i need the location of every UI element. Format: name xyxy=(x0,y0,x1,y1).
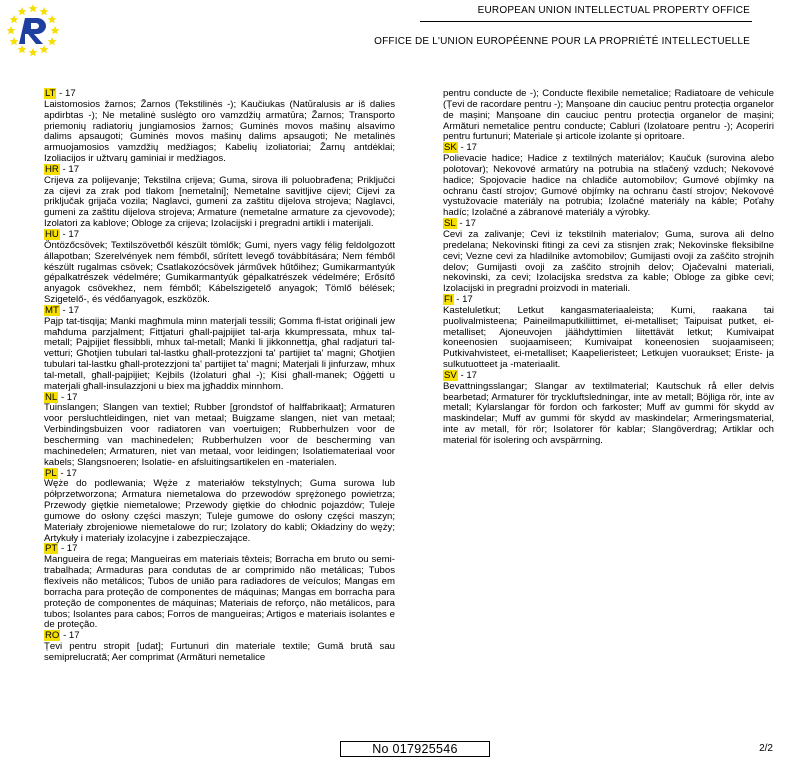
language-code: SV xyxy=(444,369,457,381)
class-number: - 17 xyxy=(456,294,473,306)
goods-description: Laistomosios žarnos; Žarnos (Tekstilinės -); Kaučiukas (Natūralusis ar iš dalies apdirbtas -); Ne metalinė suslėgto oro vamzdžių armatūra; Žarnos; Transporto priemonių radiatorių jungiamosios žarnos; Guminės movos mašinų alsavimo dalims apsaugoti; Guminės movos mašinų dalims apsaugoti; Ne metalinės armuojamosios vamzdžių medžiagos; Kabelių izoliatoriai; Žarnų antdėklai; Izoliacijos ir užtvarų gaminiai ir medžiagos. xyxy=(44,98,395,165)
language-entry xyxy=(44,631,395,664)
class-number: - 17 xyxy=(62,304,80,316)
document-number: No 017925546 xyxy=(340,741,490,757)
language-entry xyxy=(44,393,395,469)
language-entry xyxy=(443,295,774,371)
euipo-logo xyxy=(2,2,64,58)
class-number: - 17 xyxy=(59,88,76,99)
language-code: FI xyxy=(444,294,453,306)
language-code: MT xyxy=(45,304,59,316)
language-entry xyxy=(44,544,395,631)
goods-description: Țevi pentru stropit [udat]; Furtunuri din materiale textile; Gumă brută sau semiprelucrată; Aer comprimat (Armături nemetalice xyxy=(44,641,395,663)
goods-description: Crijeva za polijevanje; Tekstilna crijeva; Guma, sirova ili poluobrađena; Priključci za cijevi za zrak pod tlakom [nemetalni]; Nemetalne savitljive cijevi; Cijevi za priključak grijača vozila; Naglavci, gumeni za zaštitu dijelova strojeva; Naglavci, gumeni za zaštitu dijelova strojeva; Armature (nemetalne armature za cjevovode); Izolatori za kablove; Obloge za crijeva; Izolacijski i pregradni artikli i materijali. xyxy=(44,174,395,230)
right-column xyxy=(443,89,774,447)
goods-description: Mangueira de rega; Mangueiras em materiais têxteis; Borracha em bruto ou semi-trabalhada; Armaduras para condutas de ar comprimido não metálicas; Tubos flexíveis não metálicos; Tubos de união para radiadores de veículos; Mangas em borracha para proteção de componentes de máquinas; Mangas em borracha para proteção de componentes de máquinas; Materiais de reforço, não metálicos, para tubos; Isolantes para cabos; Forros de mangueiras; Artigos e materiais isolantes e de proteção. xyxy=(44,554,395,631)
euipo-r-icon xyxy=(19,18,46,44)
goods-description: Bevattningsslangar; Slangar av textilmaterial; Kautschuk rå eller delvis bearbetad; Armaturer för tryckluftsledningar, inte av metall; Böjliga rör, inte av metall; Kylarslangar för fordon och farkoster; Muff av gummi för skydd av maskindelar; Muff av gummi för skydd av maskindelar; Armeringsmaterial, inte av metall, för rör; Isolatorer för kablar; Slangöverdrag; Artiklar och material för isolering och avspärrning. xyxy=(443,380,774,446)
language-code: SK xyxy=(444,142,457,154)
language-entry xyxy=(443,371,774,447)
header-divider xyxy=(420,21,752,22)
class-number: - 17 xyxy=(60,467,77,479)
left-column xyxy=(44,89,395,664)
language-entry xyxy=(44,469,395,545)
language-code: LT xyxy=(45,88,56,99)
goods-description: Polievacie hadice; Hadice z textilných materiálov; Kaučuk (surovina alebo polotovar); Nekovové armatúry na potrubia na stlačený vzduch; Nekovové hadice; Spojovacie hadice na chladiče automobilov; Gumové objímky na ochranu častí strojov; Gumové objímky na ochranu častí strojov; Nekovové vystužovacie materiály na potrubia; Izolačné materiály na káble; Poťahy hadíc; Izolačné a zábranové materiály a výrobky. xyxy=(443,153,774,219)
language-code: SL xyxy=(444,218,456,230)
goods-description: Öntözőcsövek; Textilszövetből készült tömlők; Gumi, nyers vagy félig feldolgozott állapotban; Szerelvények nem fémből, sűrített levegő továbbítására; Nem fémből készült rugalmas csövek; Csatlakozócsövek járművek hűtőihez; Gumikarmantyúk gépalkatrészek védelmére; Gumikarmantyúk gépalkatrészek védelmére; Erősítő anyagok csövekhez, nem fémből; Kábelszigetelő anyagok; Tömlő bélések; Szigetelő-, és védőanyagok, eszközök. xyxy=(44,239,395,306)
class-number: - 17 xyxy=(459,218,476,230)
goods-description: Kasteluletkut; Letkut kangasmateriaaleista; Kumi, raakana tai puolivalmisteena; Paineilmaputkiliittimet, ei-metalliset; Taipuisat putket, ei-metalliset; Ajoneuvojen jäähdyttimien liitettävät letkut; Kumivaipat koneenosien suojaamiseen; Kumivaipat koneenosien suojaamiseen; Putkivahvisteet, ei-metalliset; Kaapelieristeet; Letkujen vuoraukset; Eriste- ja sulkutuotteet ja -materiaalit. xyxy=(443,304,774,371)
class-number: - 17 xyxy=(60,543,78,555)
office-name-fr: OFFICE DE L'UNION EUROPÉENNE POUR LA PROPRIÉTÉ INTELLECTUELLE xyxy=(374,36,750,47)
page-number: 2/2 xyxy=(759,743,773,754)
language-entry xyxy=(44,89,395,165)
class-number: - 17 xyxy=(62,163,80,175)
goods-description: Węże do podlewania; Węże z materiałów tekstylnych; Guma surowa lub półprzetworzona; Armatura niemetalowa do przewodów sprężonego powietrza; Przewody giętkie niemetalowe; Przewody giętkie do chłodnic pojazdów; Tuleje gumowe do osłony części maszyn; Tuleje gumowe do osłony części maszyn; Materiały zbrojeniowe niemetalowe do rur; Izolatory do kabli; Okładziny do węży; Artykuły i materiały izolacyjne i zabezpieczające. xyxy=(44,478,395,544)
language-entry xyxy=(44,230,395,306)
language-code: NL xyxy=(45,391,58,403)
language-code: PT xyxy=(45,543,58,555)
office-name-en: EUROPEAN UNION INTELLECTUAL PROPERTY OFFICE xyxy=(477,5,750,16)
language-code: HU xyxy=(45,228,59,240)
goods-description: Tuinslangen; Slangen van textiel; Rubber [grondstof of halffabrikaat]; Armaturen voor persluchtleidingen, niet van metaal; Buigzame slangen, niet van metaal; Verbindingsbuizen voor radiatoren van voertuigen; Rubberhulzen voor de bescherming van machinedelen; Rubberhulzen voor de bescherming van machinedelen; Armaturen, niet van metaal, voor leidingen; Isolatiemateriaal voor kabels; Slangsnoeren; Isolatie- en afsluitingsartikelen en -materialen. xyxy=(44,402,395,468)
class-number: - 17 xyxy=(60,391,78,403)
class-number: - 17 xyxy=(460,369,478,381)
goods-description: Cevi za zalivanje; Cevi iz tekstilnih materialov; Guma, surova ali delno predelana; Nekovinski fitingi za cevi za stisnjen zrak; Nekovinske fleksibilne cevi; Vezne cevi za hladilnike avtomobilov; Gumijasti ovoji za zaščito strojnih delov; Gumijasti ovoji za zaščito strojnih delov; Ojačevalni materiali, nekovinski, za cevi; Izolacijska sredstva za kable; Obloge za gibke cevi; Izolacijski in pregradni proizvodi in materiali. xyxy=(443,228,774,295)
language-code: HR xyxy=(45,163,59,175)
language-entry xyxy=(443,219,774,295)
language-code: PL xyxy=(45,467,57,479)
class-number: - 17 xyxy=(62,228,80,240)
language-entry xyxy=(44,306,395,393)
language-entry xyxy=(443,143,774,219)
language-entry xyxy=(44,165,395,230)
class-number: - 17 xyxy=(460,142,478,154)
language-entry xyxy=(443,89,774,143)
goods-description: pentru conducte de -); Conducte flexibile nemetalice; Radiatoare de vehicule (Țevi de racordare pentru -); Manșoane din cauciuc pentru protecția organelor de mașini; Manșoane din cauciuc pentru protecția organelor de mașini; Armături nemetalice pentru conducte; Cabluri (Izolatoare pentru -); Acoperiri pentru furtunuri; Materiale și articole izolante și opritoare. xyxy=(443,88,774,143)
class-number: - 17 xyxy=(63,630,80,642)
goods-description: Pajp tat-tisqija; Manki magħmula minn materjali tessili; Gomma fl-istat oriġinali jew maħduma parzjalment; Fittjaturi għall-pajpijiet tal-arja kkumpressata, mhux tal-metall; Pajpijiet flessibbli, mhux tal-metall; Manki li jikkonnettja, għal radjaturi tal-vetturi; Għotjien tubulari tal-lastku għall-protezzjoni ta' partijiet ta' magni; Għotjien tubulari tal-lastku għall-protezzjoni ta' partijiet ta' magni; Materjali li jinfurzaw, mhux tal-metall, għall-pajpijiet; Kejbils (Iżolaturi għal -); Kisi għall-manek; Oġġetti u materjali għall-insulazzjoni u biex ma jgħaddix minnhom. xyxy=(44,315,395,392)
language-code: RO xyxy=(45,630,60,642)
